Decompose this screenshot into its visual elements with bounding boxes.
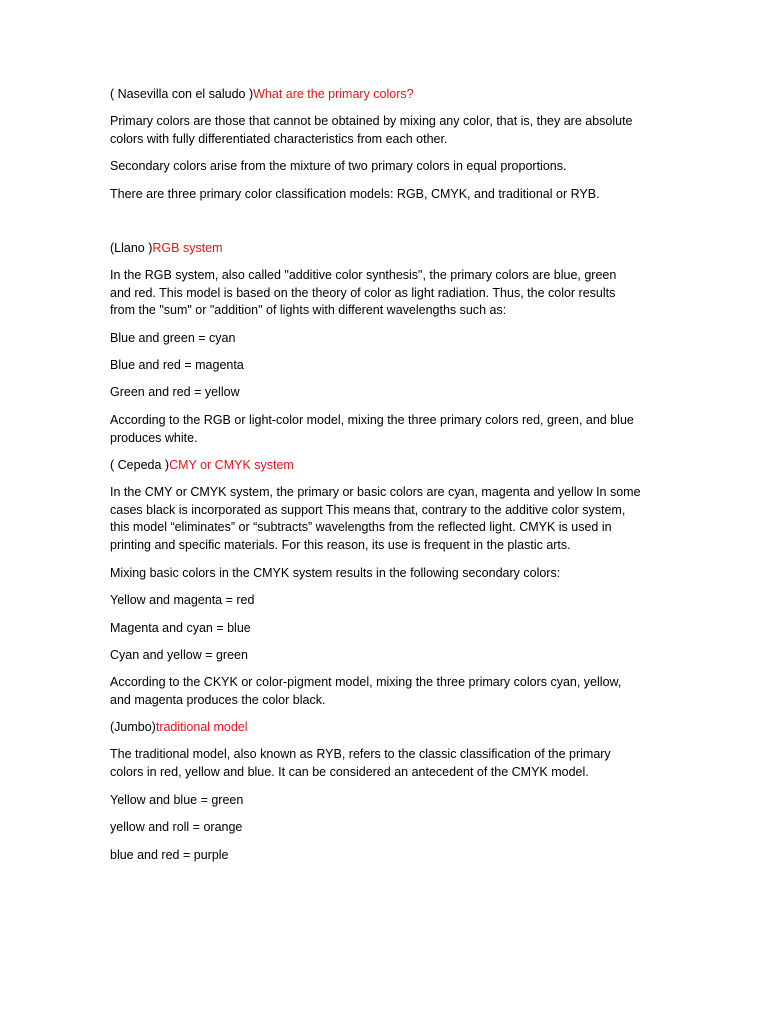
paragraph-line: this model “eliminates” or “subtracts” wavelengths from the reflected light. CMYK is used in [110,520,612,534]
paragraph-line: In the RGB system, also called "additive color synthesis", the primary colors are blue, green [110,268,617,282]
paragraph [110,267,670,320]
mix-text: Cyan and yellow = green [110,648,248,662]
mix-text: Yellow and blue = green [110,793,244,807]
paragraph-line: printing and specific materials. For this reason, its use is frequent in the plastic arts. [110,537,571,552]
section-heading-traditional [110,719,670,737]
mix-text: blue and red = purple [110,848,229,862]
heading-author-prefix: ( Cepeda ) [110,458,170,472]
paragraph-line: The traditional model, also known as RYB, refers to the classic classification of the primary [110,747,611,761]
paragraph-line: and magenta produces the color black. [110,692,326,707]
section-heading-rgb [110,240,670,258]
mix-text: Magenta and cyan = blue [110,621,251,635]
paragraph-line: Mixing basic colors in the CMYK system results in the following secondary colors: [110,566,561,580]
paragraph-line: and red. This model is based on the theory of color as light radiation. Thus, the color results [110,285,616,300]
paragraph [110,412,670,447]
mix-line [110,330,670,348]
heading-title: RGB system [152,241,223,255]
mix-line [110,592,670,610]
paragraph [110,186,670,204]
paragraph-line: According to the CKYK or color-pigment model, mixing the three primary colors cyan, yellow, [110,675,622,689]
heading-title: traditional model [155,720,248,734]
mix-text: yellow and roll = orange [110,820,243,834]
mix-text: Green and red = yellow [110,385,240,399]
mix-line [110,384,670,402]
paragraph [110,158,670,176]
heading-author-prefix: (Llano ) [110,241,153,255]
section-heading-primary-colors [110,86,670,104]
paragraph-line: from the "sum" or "addition" of lights with different wavelengths such as: [110,303,507,317]
paragraph [110,484,670,554]
mix-line [110,357,670,375]
mix-line [110,847,670,865]
paragraph [110,113,670,148]
paragraph-line: cases black is incorporated as support This means that, contrary to the additive color system, [110,502,626,517]
paragraph-line: produces white. [110,430,198,445]
mix-line [110,792,670,810]
paragraph [110,565,670,583]
section-heading-cmyk [110,457,670,475]
heading-author-prefix: ( Nasevilla con el saludo ) [110,87,254,101]
mix-line [110,647,670,665]
mix-text: Yellow and magenta = red [110,593,255,607]
heading-title: CMY or CMYK system [169,458,294,472]
heading-title: What are the primary colors? [253,87,414,101]
mix-line [110,620,670,638]
paragraph-line: colors in red, yellow and blue. It can be considered an antecedent of the CMYK model. [110,764,589,779]
paragraph-line: Secondary colors arise from the mixture of two primary colors in equal proportions. [110,159,567,173]
paragraph [110,746,670,781]
paragraph-line: colors with fully differentiated characteristics from each other. [110,131,448,146]
paragraph [110,674,670,709]
heading-author-prefix: (Jumbo) [110,720,156,734]
mix-text: Blue and green = cyan [110,331,236,345]
paragraph-line: According to the RGB or light-color model, mixing the three primary colors red, green, and blue [110,413,634,427]
paragraph-line: Primary colors are those that cannot be obtained by mixing any color, that is, they are absolute [110,114,633,128]
mix-line [110,819,670,837]
paragraph-line: In the CMY or CMYK system, the primary or basic colors are cyan, magenta and yellow In some [110,485,641,499]
mix-text: Blue and red = magenta [110,358,244,372]
paragraph-line: There are three primary color classification models: RGB, CMYK, and traditional or RYB. [110,187,600,201]
